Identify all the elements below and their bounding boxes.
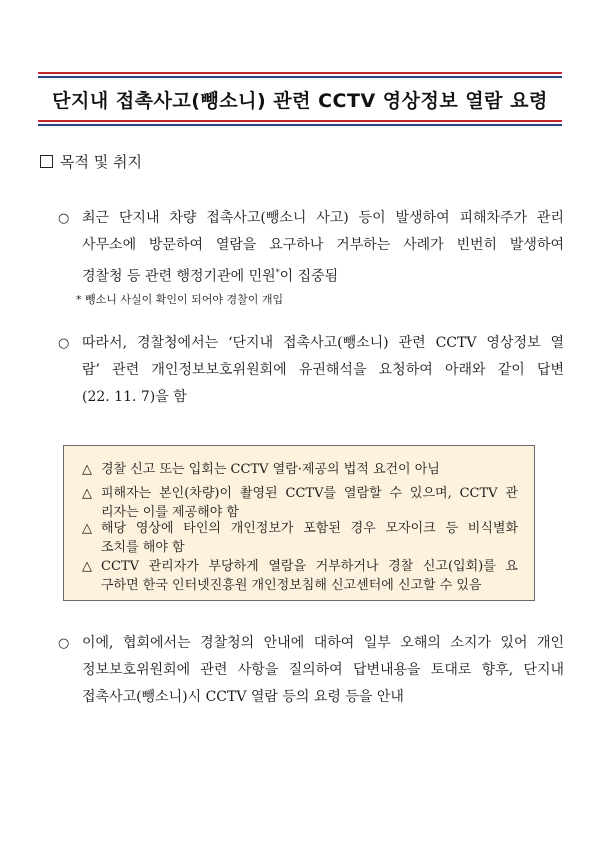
paragraph-line: (22. 11. 7)을 함	[82, 389, 187, 405]
paragraph-line	[82, 259, 564, 291]
box-item-line: 구하면 한국 인터넷진흥원 개인정보침해 신고센터에 신고할 수 있음	[101, 578, 482, 593]
paragraph-1	[58, 205, 564, 291]
paragraph-3	[58, 630, 564, 711]
paragraph-line: 이에, 협회에서는 경찰청의 안내에 대하여 일부 오해의 소지가 있어 개인	[82, 635, 564, 651]
paragraph-line-part: 경찰청 등 관련 행정기관에 민원	[82, 268, 276, 285]
checkbox-square-icon	[40, 155, 53, 168]
paragraph-line: 정보보호위원회에 관련 사항을 질의하여 답변내용을 토대로 향후, 단지내	[82, 662, 564, 678]
box-item-line: 리자는 이를 제공해야 함	[101, 505, 239, 520]
title-rule-red-top	[38, 72, 562, 74]
circle-bullet-icon: ○	[58, 636, 70, 651]
footnote: * 뺑소니 사실이 확인이 되어야 경찰이 개입	[76, 293, 284, 306]
triangle-bullet-icon: △	[82, 462, 92, 477]
box-item-line: 피해자는 본인(차량)이 촬영된 CCTV를 열람할 수 있으며, CCTV 관	[101, 486, 518, 501]
paragraph-line: 사무소에 방문하여 열람을 요구하나 거부하는 사례가 빈번히 발생하여	[82, 237, 564, 253]
box-item-line: 경찰 신고 또는 입회는 CCTV 열람·제공의 법적 요건이 아님	[101, 462, 440, 477]
summary-box	[63, 445, 535, 601]
title-rule-navy-bottom	[38, 124, 562, 126]
paragraph-line: 최근 단지내 차량 접촉사고(뺑소니 사고) 등이 발생하여 피해차주가 관리	[82, 210, 564, 226]
paragraph-line: 따라서, 경찰청에서는 ‘단지내 접촉사고(뺑소니) 관련 CCTV 영상정보 열	[82, 335, 564, 351]
paragraph-line: 접촉사고(뺑소니)시 CCTV 열람 등의 요령 등을 안내	[82, 689, 404, 705]
triangle-bullet-icon: △	[82, 521, 92, 536]
paragraph-2	[58, 330, 564, 411]
box-item	[82, 484, 518, 522]
circle-bullet-icon: ○	[58, 211, 70, 226]
box-item	[82, 460, 518, 479]
box-item	[82, 519, 518, 557]
box-item	[82, 557, 518, 595]
triangle-bullet-icon: △	[82, 486, 92, 501]
title-rule-red-bottom	[38, 120, 562, 122]
footnote-marker: *	[275, 268, 280, 277]
section-heading	[40, 151, 142, 172]
box-item-line: 조치를 해야 함	[101, 540, 185, 555]
title-bar	[38, 72, 562, 126]
circle-bullet-icon: ○	[58, 336, 70, 351]
paragraph-line-part: 이 집중됨	[279, 268, 339, 285]
box-item-line: 해당 영상에 타인의 개인정보가 포함된 경우 모자이크 등 비식별화	[101, 521, 518, 536]
title-rule-navy-top	[38, 76, 562, 78]
paragraph-line: 람’ 관련 개인정보보호위원회에 유권해석을 요청하여 아래와 같이 답변	[82, 362, 564, 378]
section-heading-label: 목적 및 취지	[60, 153, 142, 171]
document-title: 단지내 접촉사고(뺑소니) 관련 CCTV 영상정보 열람 요령	[52, 90, 548, 112]
triangle-bullet-icon: △	[82, 559, 92, 574]
box-item-line: CCTV 관리자가 부당하게 열람을 거부하거나 경찰 신고(입회)를 요	[101, 559, 518, 574]
